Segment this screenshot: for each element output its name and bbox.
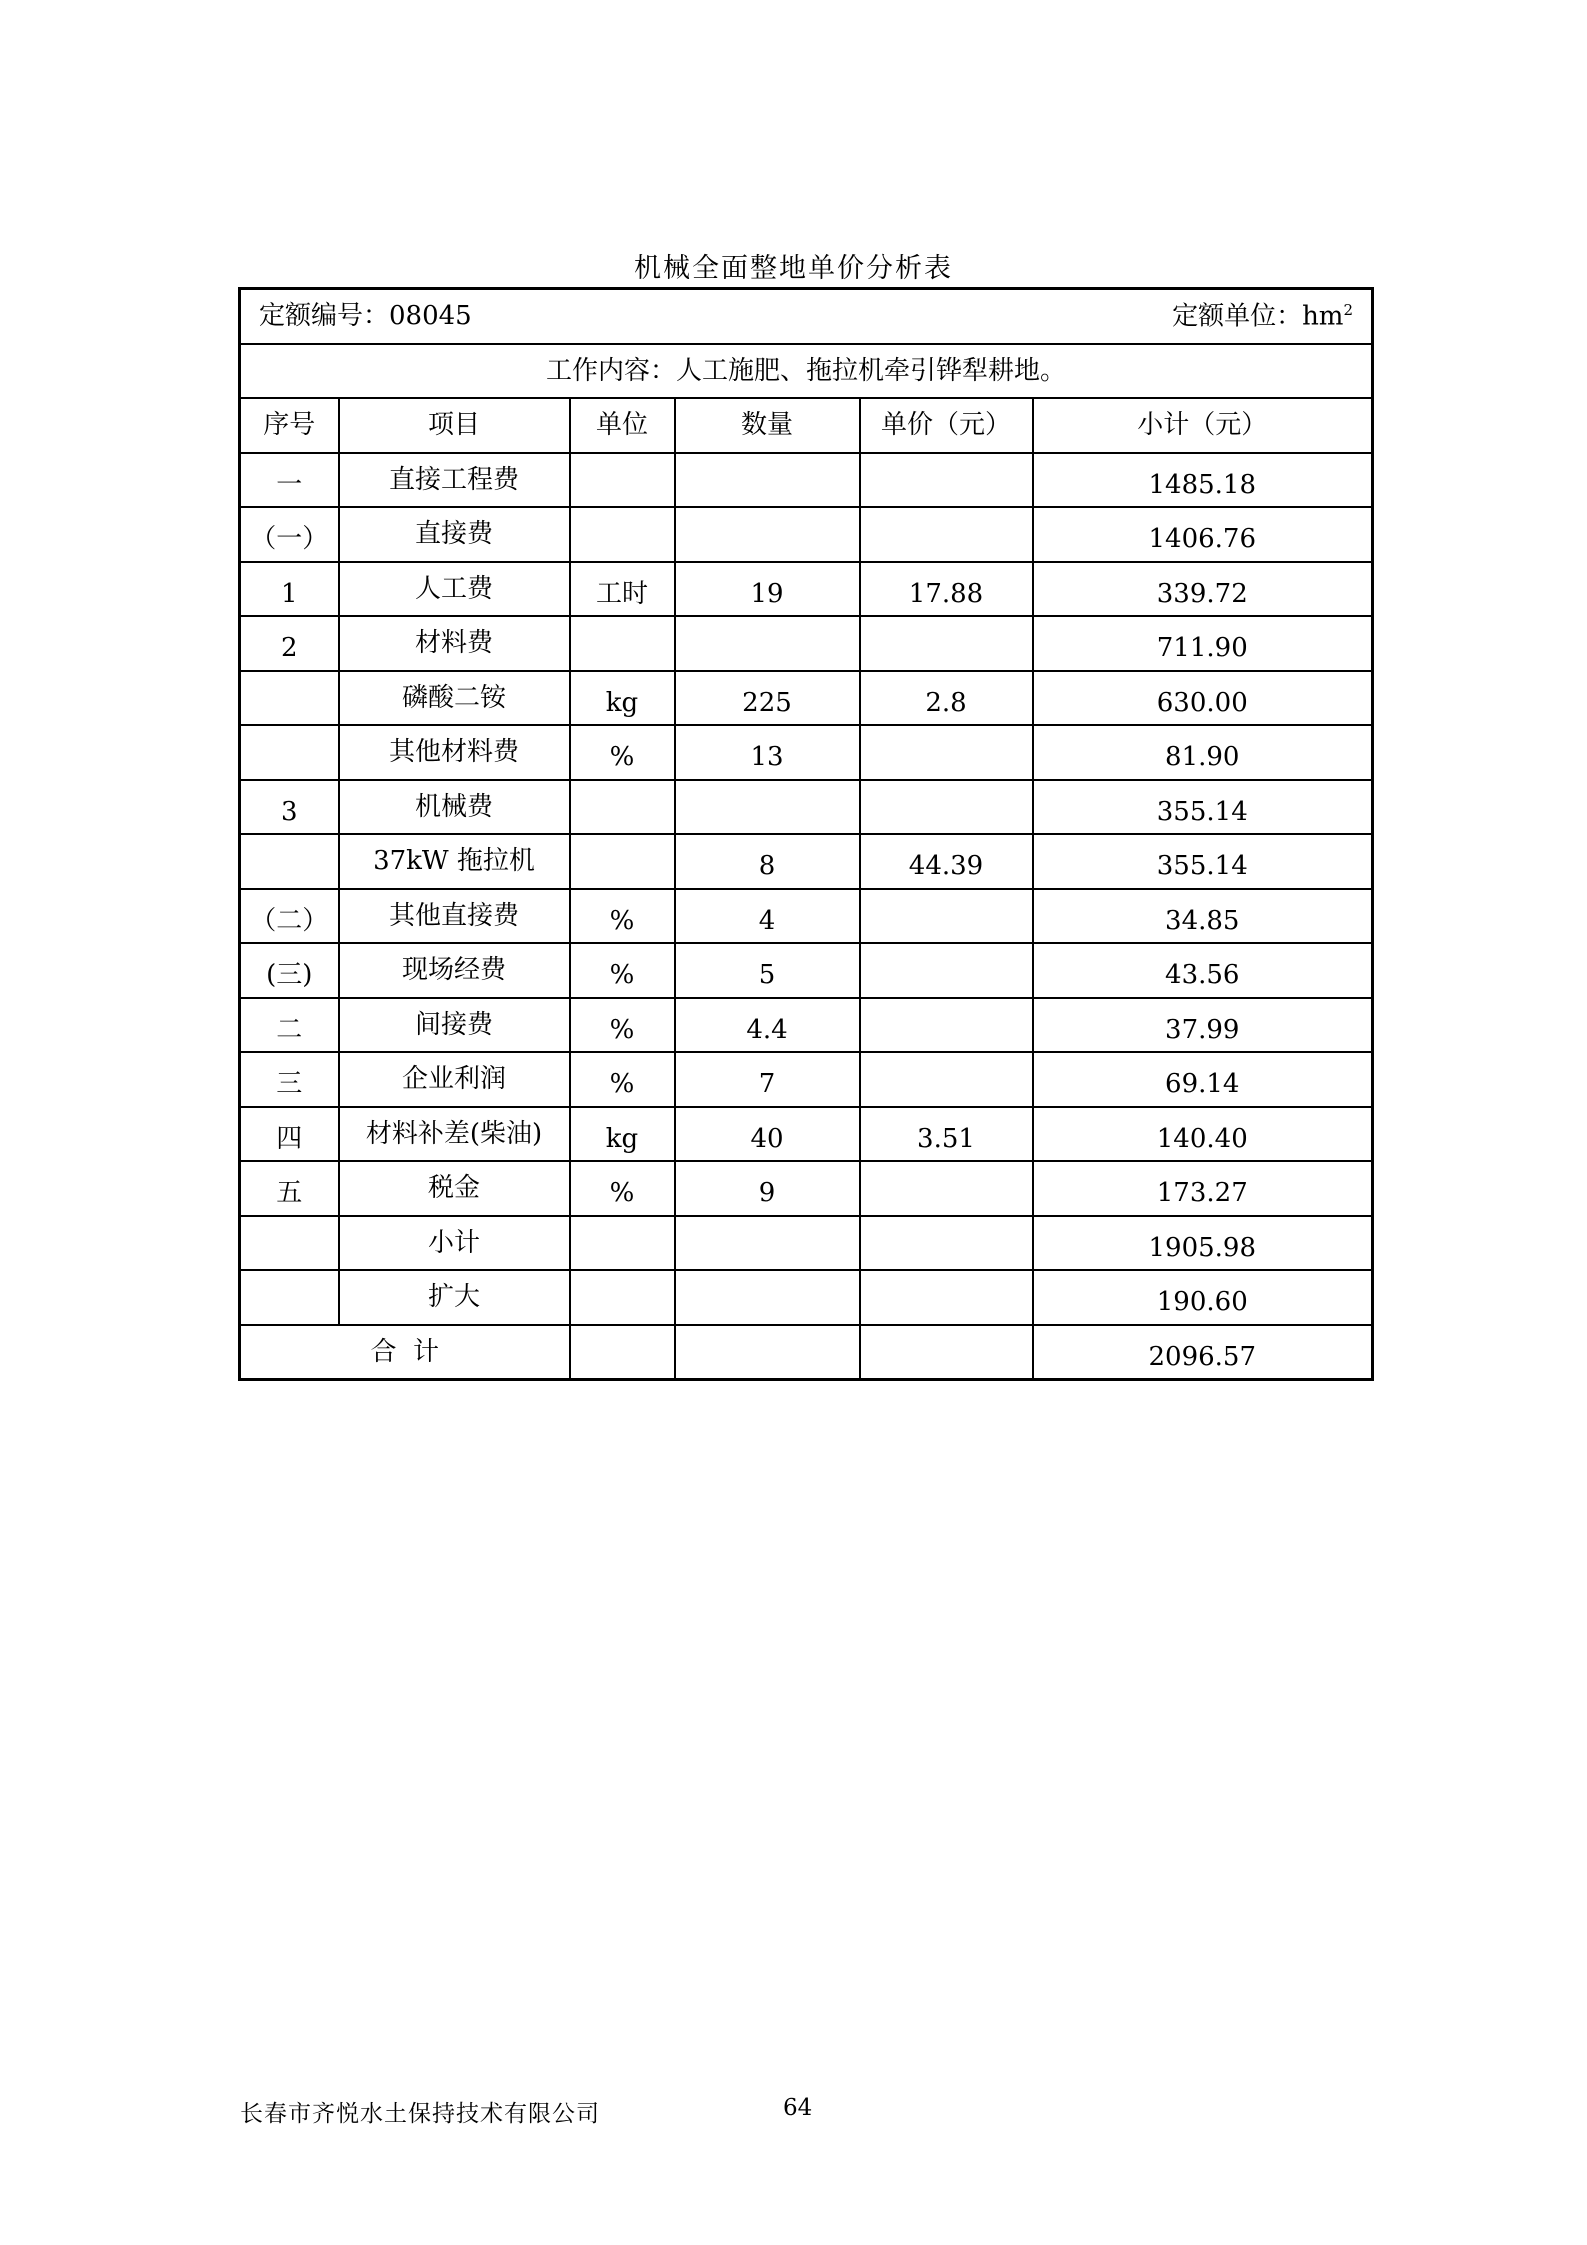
seq-cell bbox=[240, 671, 339, 726]
unit-price-cell bbox=[860, 889, 1033, 944]
seq-cell: 五 bbox=[240, 1161, 339, 1216]
unit-cell bbox=[570, 453, 675, 508]
item-cell: 其他直接费 bbox=[339, 889, 570, 944]
seq-cell bbox=[240, 834, 339, 889]
subtotal-cell: 630.00 bbox=[1033, 671, 1373, 726]
subtotal-cell: 355.14 bbox=[1033, 780, 1373, 835]
seq-cell: 1 bbox=[240, 562, 339, 617]
unit-price-cell: 3.51 bbox=[860, 1107, 1033, 1162]
quantity-cell: 7 bbox=[675, 1052, 860, 1107]
subtotal-cell: 1406.76 bbox=[1033, 507, 1373, 562]
total-unit-cell bbox=[570, 1325, 675, 1380]
total-label: 合 计 bbox=[240, 1325, 570, 1380]
seq-cell: 四 bbox=[240, 1107, 339, 1162]
subtotal-cell: 173.27 bbox=[1033, 1161, 1373, 1216]
quantity-cell bbox=[675, 1216, 860, 1271]
unit-price-cell bbox=[860, 998, 1033, 1053]
item-cell: 小计 bbox=[339, 1216, 570, 1271]
header-row bbox=[240, 398, 1373, 453]
unit-cell: % bbox=[570, 998, 675, 1053]
table-row bbox=[240, 562, 1373, 617]
item-cell: 间接费 bbox=[339, 998, 570, 1053]
quantity-cell: 4.4 bbox=[675, 998, 860, 1053]
work-content: 工作内容：人工施肥、拖拉机牵引铧犁耕地。 bbox=[240, 344, 1373, 399]
subtotal-cell: 34.85 bbox=[1033, 889, 1373, 944]
quota-unit bbox=[1172, 300, 1371, 332]
quantity-cell: 5 bbox=[675, 943, 860, 998]
header-seq: 序号 bbox=[240, 398, 339, 453]
item-cell: 37kW 拖拉机 bbox=[339, 834, 570, 889]
quantity-cell bbox=[675, 507, 860, 562]
item-cell: 税金 bbox=[339, 1161, 570, 1216]
quantity-cell: 40 bbox=[675, 1107, 860, 1162]
subtotal-cell: 69.14 bbox=[1033, 1052, 1373, 1107]
item-cell: 人工费 bbox=[339, 562, 570, 617]
table-row bbox=[240, 671, 1373, 726]
unit-cell: kg bbox=[570, 671, 675, 726]
seq-cell bbox=[240, 725, 339, 780]
unit-price-cell bbox=[860, 453, 1033, 508]
subtotal-cell: 190.60 bbox=[1033, 1270, 1373, 1325]
quota-number: 定额编号：08045 bbox=[259, 300, 472, 331]
unit-cell bbox=[570, 507, 675, 562]
table-row bbox=[240, 1107, 1373, 1162]
item-cell: 现场经费 bbox=[339, 943, 570, 998]
seq-cell: 2 bbox=[240, 616, 339, 671]
footer-company: 长春市齐悦水土保持技术有限公司 bbox=[240, 2101, 600, 2127]
unit-price-cell bbox=[860, 1052, 1033, 1107]
quantity-cell bbox=[675, 453, 860, 508]
subtotal-cell: 81.90 bbox=[1033, 725, 1373, 780]
quantity-cell: 225 bbox=[675, 671, 860, 726]
seq-cell: 3 bbox=[240, 780, 339, 835]
unit-price-cell bbox=[860, 616, 1033, 671]
item-cell: 材料补差(柴油) bbox=[339, 1107, 570, 1162]
table-row bbox=[240, 616, 1373, 671]
unit-cell bbox=[570, 780, 675, 835]
unit-cell: % bbox=[570, 889, 675, 944]
unit-price-cell bbox=[860, 507, 1033, 562]
quantity-cell bbox=[675, 1270, 860, 1325]
seq-cell: (三) bbox=[240, 943, 339, 998]
total-row bbox=[240, 1325, 1373, 1380]
table-row bbox=[240, 1270, 1373, 1325]
table-row bbox=[240, 780, 1373, 835]
unit-cell: % bbox=[570, 1161, 675, 1216]
table-row bbox=[240, 1052, 1373, 1107]
subtotal-cell: 339.72 bbox=[1033, 562, 1373, 617]
unit-price-cell: 44.39 bbox=[860, 834, 1033, 889]
work-content-row bbox=[240, 344, 1373, 399]
subtotal-cell: 43.56 bbox=[1033, 943, 1373, 998]
item-cell: 直接费 bbox=[339, 507, 570, 562]
item-cell: 直接工程费 bbox=[339, 453, 570, 508]
table-row bbox=[240, 725, 1373, 780]
table-row bbox=[240, 507, 1373, 562]
unit-cell bbox=[570, 1216, 675, 1271]
page-title: 机械全面整地单价分析表 bbox=[634, 253, 953, 284]
header-item: 项目 bbox=[339, 398, 570, 453]
unit-price-cell bbox=[860, 780, 1033, 835]
unit-cell bbox=[570, 834, 675, 889]
quantity-cell: 8 bbox=[675, 834, 860, 889]
seq-cell: （一） bbox=[240, 507, 339, 562]
subtotal-cell: 37.99 bbox=[1033, 998, 1373, 1053]
table-row bbox=[240, 834, 1373, 889]
unit-price-cell bbox=[860, 1216, 1033, 1271]
quantity-cell bbox=[675, 616, 860, 671]
header-unit-price: 单价（元） bbox=[860, 398, 1033, 453]
quantity-cell: 9 bbox=[675, 1161, 860, 1216]
unit-cell: % bbox=[570, 1052, 675, 1107]
seq-cell: 一 bbox=[240, 453, 339, 508]
table-row bbox=[240, 1161, 1373, 1216]
table-row bbox=[240, 943, 1373, 998]
unit-price-analysis-table bbox=[238, 287, 1374, 1381]
quantity-cell: 13 bbox=[675, 725, 860, 780]
table-row bbox=[240, 889, 1373, 944]
unit-cell bbox=[570, 1270, 675, 1325]
unit-price-cell bbox=[860, 1270, 1033, 1325]
unit-cell: 工时 bbox=[570, 562, 675, 617]
table-row bbox=[240, 453, 1373, 508]
header-unit: 单位 bbox=[570, 398, 675, 453]
seq-cell: （二） bbox=[240, 889, 339, 944]
page-number: 64 bbox=[783, 2095, 813, 2121]
unit-price-cell bbox=[860, 725, 1033, 780]
unit-cell: kg bbox=[570, 1107, 675, 1162]
subtotal-cell: 1905.98 bbox=[1033, 1216, 1373, 1271]
quota-unit-superscript: 2 bbox=[1343, 300, 1354, 319]
unit-price-cell bbox=[860, 943, 1033, 998]
item-cell: 扩大 bbox=[339, 1270, 570, 1325]
table-row bbox=[240, 1216, 1373, 1271]
item-cell: 其他材料费 bbox=[339, 725, 570, 780]
subtotal-cell: 1485.18 bbox=[1033, 453, 1373, 508]
unit-price-cell: 2.8 bbox=[860, 671, 1033, 726]
seq-cell bbox=[240, 1270, 339, 1325]
total-quantity-cell bbox=[675, 1325, 860, 1380]
item-cell: 磷酸二铵 bbox=[339, 671, 570, 726]
quota-unit-label: 定额单位：hm bbox=[1172, 301, 1344, 332]
quota-info-row bbox=[240, 289, 1373, 344]
seq-cell: 三 bbox=[240, 1052, 339, 1107]
unit-price-cell bbox=[860, 1161, 1033, 1216]
quantity-cell: 19 bbox=[675, 562, 860, 617]
item-cell: 机械费 bbox=[339, 780, 570, 835]
unit-cell bbox=[570, 616, 675, 671]
seq-cell bbox=[240, 1216, 339, 1271]
unit-price-cell: 17.88 bbox=[860, 562, 1033, 617]
header-quantity: 数量 bbox=[675, 398, 860, 453]
total-unit-price-cell bbox=[860, 1325, 1033, 1380]
table-row bbox=[240, 998, 1373, 1053]
item-cell: 企业利润 bbox=[339, 1052, 570, 1107]
subtotal-cell: 711.90 bbox=[1033, 616, 1373, 671]
header-subtotal: 小计（元） bbox=[1033, 398, 1373, 453]
total-subtotal: 2096.57 bbox=[1033, 1325, 1373, 1380]
seq-cell: 二 bbox=[240, 998, 339, 1053]
quantity-cell: 4 bbox=[675, 889, 860, 944]
subtotal-cell: 140.40 bbox=[1033, 1107, 1373, 1162]
subtotal-cell: 355.14 bbox=[1033, 834, 1373, 889]
unit-cell: % bbox=[570, 725, 675, 780]
item-cell: 材料费 bbox=[339, 616, 570, 671]
quantity-cell bbox=[675, 780, 860, 835]
unit-cell: % bbox=[570, 943, 675, 998]
